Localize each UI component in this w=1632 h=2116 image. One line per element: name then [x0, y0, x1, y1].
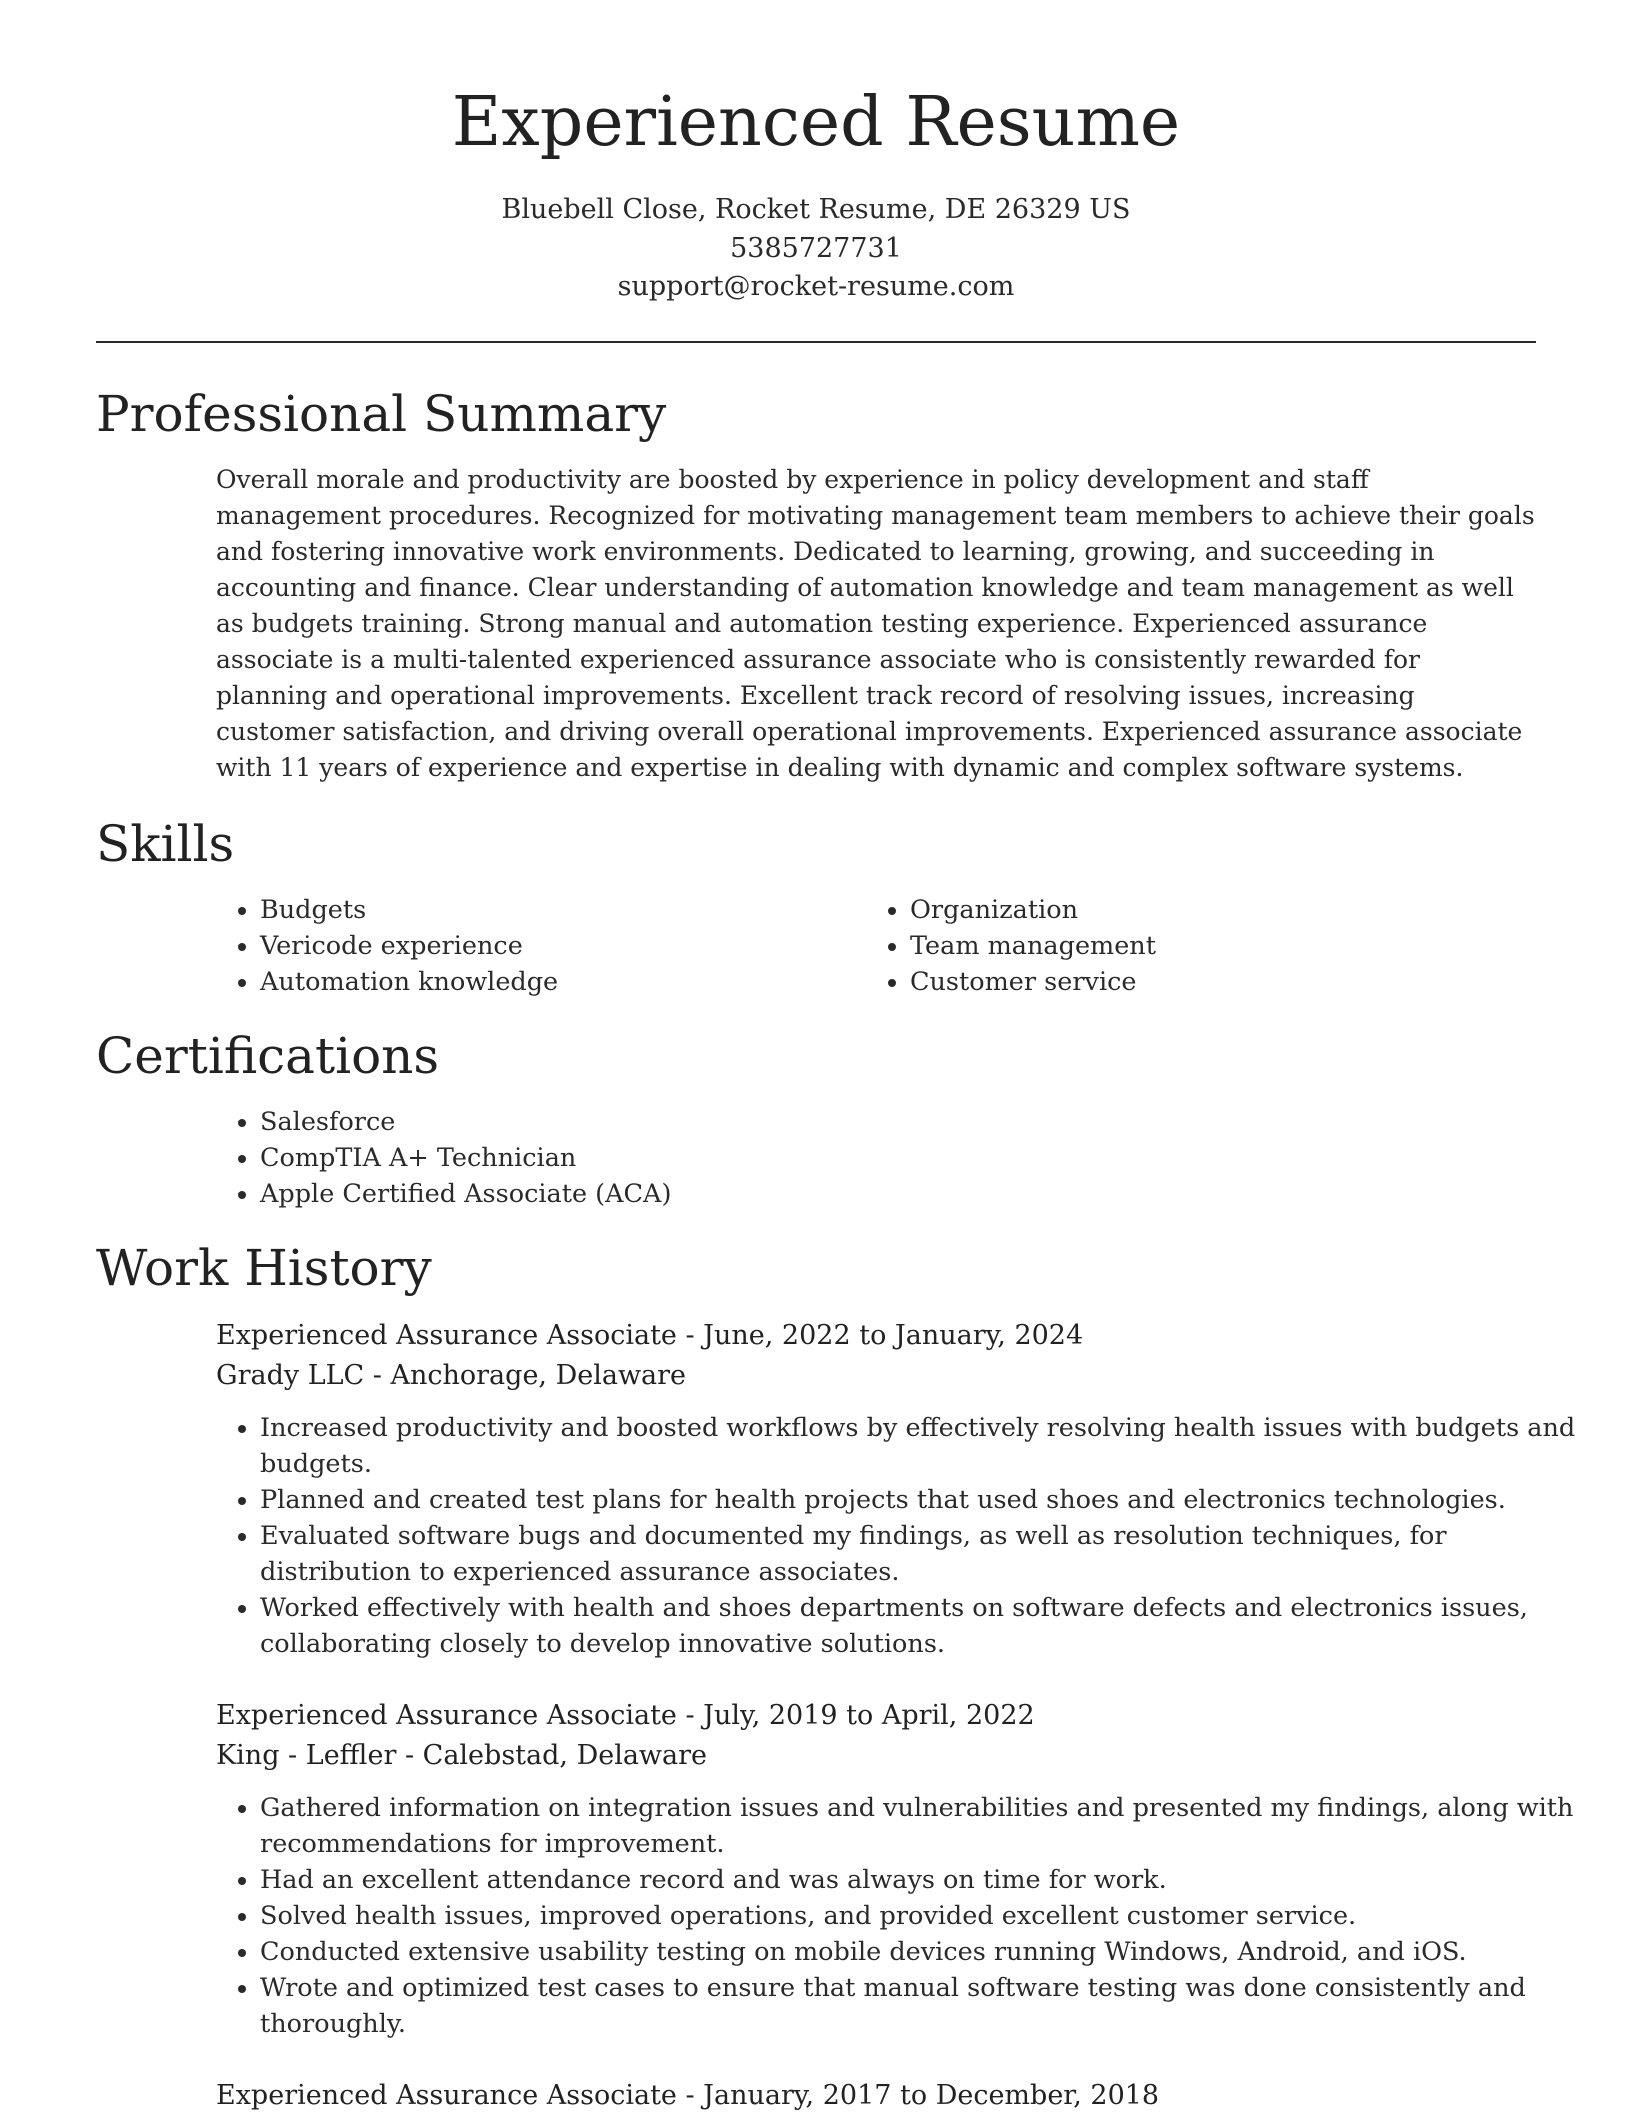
job-title-line: Experienced Assurance Associate - January, 2017 to December, 2018	[216, 2080, 1160, 2111]
contact-phone: 5385727731	[730, 233, 902, 264]
section-title-summary: Professional Summary	[96, 385, 667, 443]
job-bullet: • Planned and created test plans for health projects that used shoes and electronics technologies.	[260, 1482, 1580, 1518]
section-title-work-history: Work History	[96, 1239, 432, 1297]
job-bullets	[216, 1790, 1580, 2042]
certifications-list	[216, 1104, 1260, 1212]
section-title-certifications: Certifications	[96, 1027, 440, 1085]
job-company-line: King - Leffler - Calebstad, Delaware	[216, 1740, 708, 1771]
job-bullet: • Worked effectively with health and shoes departments on software defects and electronics issues, collaborating closely to develop innovative solutions.	[260, 1590, 1580, 1662]
skill-item: • Automation knowledge	[260, 964, 820, 1000]
job-bullet: • Gathered information on integration issues and vulnerabilities and presented my findings, along with recommendations for improvement.	[260, 1790, 1580, 1862]
skill-item: • Team management	[910, 928, 1510, 964]
header-divider	[96, 341, 1536, 343]
job-title-line: Experienced Assurance Associate - July, 2019 to April, 2022	[216, 1700, 1035, 1731]
job-bullet: • Evaluated software bugs and documented my findings, as well as resolution techniques, for distribution to experienced assurance associates.	[260, 1518, 1580, 1590]
contact-email: support@rocket-resume.com	[617, 271, 1015, 302]
certification-item: • Salesforce	[260, 1104, 1260, 1140]
job-bullets	[216, 1410, 1580, 1662]
skill-item: • Vericode experience	[260, 928, 820, 964]
job-bullet: • Conducted extensive usability testing on mobile devices running Windows, Android, and iOS.	[260, 1934, 1580, 1970]
job-bullet: • Increased productivity and boosted workflows by effectively resolving health issues with budgets and budgets.	[260, 1410, 1580, 1482]
job-bullet: • Had an excellent attendance record and was always on time for work.	[260, 1862, 1580, 1898]
section-title-skills: Skills	[96, 815, 235, 873]
job-bullet: • Solved health issues, improved operations, and provided excellent customer service.	[260, 1898, 1580, 1934]
summary-text: Overall morale and productivity are boosted by experience in policy development and staff management procedures. Recognized for motivating management team members to achieve their goals and fostering innovative work environments. Dedicated to learning, growing, and succeeding in accounting and finance. Clear understanding of automation knowledge and team management as well as budgets training. Strong manual and automation testing experience. Experienced assurance associate is a multi-talented experienced assurance associate who is consistently rewarded for planning and operational improvements. Excellent track record of resolving issues, increasing customer satisfaction, and driving overall operational improvements. Experienced assurance associate with 11 years of experience and expertise in dealing with dynamic and complex software systems.	[216, 465, 1535, 782]
skills-list-left	[216, 892, 820, 1000]
skill-item: • Budgets	[260, 892, 820, 928]
contact-address: Bluebell Close, Rocket Resume, DE 26329 US	[501, 194, 1131, 225]
job-title-line: Experienced Assurance Associate - June, 2022 to January, 2024	[216, 1320, 1084, 1351]
resume-name: Experienced Resume	[451, 83, 1181, 162]
skill-item: • Customer service	[910, 964, 1510, 1000]
certification-item: • CompTIA A+ Technician	[260, 1140, 1260, 1176]
job-bullet: • Wrote and optimized test cases to ensure that manual software testing was done consistently and thoroughly.	[260, 1970, 1580, 2042]
skills-list-right	[866, 892, 1510, 1000]
job-company-line: Grady LLC - Anchorage, Delaware	[216, 1360, 687, 1391]
certification-item: • Apple Certified Associate (ACA)	[260, 1176, 1260, 1212]
skill-item: • Organization	[910, 892, 1510, 928]
